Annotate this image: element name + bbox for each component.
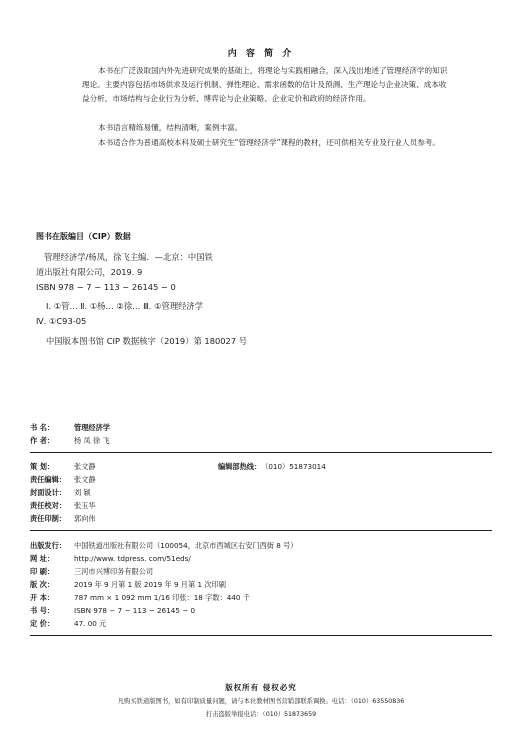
cip-line: 管理经济学/杨凤，徐飞主编．—北京：中国铁 [44,252,213,262]
price-row [30,619,106,629]
summary-paragraph: 本书在广泛汲取国内外先进研究成果的基础上，将理论与实践相融合，深入浅出地述了管理经济学的知识理论。主要内容包括市场供求及运行机制、弹性理论、需求函数的估计及预测、生产理论与企业决策、成本收益分析，市场结构与企业行为分析、博弈论与企业策略、企业定价和政府的经济作用。 [82,66,448,103]
book-author-value: 杨 凤 徐 飞 [74,436,110,445]
print-manager-value: 郭向伟 [74,514,96,523]
copyright-notice: 凡购买铁道版图书，如有印制质量问题，请与本社教材图书营销部联系调换。电话：（010）63550836 [117,698,405,705]
print-manager-label: 责任印制： [30,514,66,523]
summary-paragraph: 本书适合作为普通高校本科及硕士研究生“管理经济学”课程的教材，还可供相关专业及行业人员参考。 [98,138,440,147]
edition-label: 版 次： [30,580,55,589]
cover-row [30,488,91,498]
proof-row [30,501,96,511]
isbn-label: 书 号： [30,606,55,615]
book-name-value: 管理经济学 [74,423,110,432]
publisher-value: 中国铁道出版社有限公司（100054，北京市西城区右安门西街 8 号） [74,541,298,550]
divider [30,530,492,531]
printer-value: 三河市兴博印务有限公司 [74,567,154,576]
cover-value: 刘 颖 [74,488,91,497]
format-label: 开 本： [30,593,55,602]
proof-label: 责任校对： [30,501,66,510]
cip-line: ISBN 978 − 7 − 113 − 26145 − 0 [36,282,176,292]
hotline-row [218,462,326,472]
cover-label: 封面设计： [30,488,66,497]
piracy-hotline: 打击盗版举报电话：（010）51873659 [205,711,317,718]
edition-value: 2019 年 9 月第 1 版 2019 年 9 月第 1 次印刷 [74,580,226,589]
proof-value: 张玉华 [74,501,96,510]
price-label: 定 价： [30,619,55,628]
hotline-label: 编辑部热线： [218,462,262,471]
cip-line: Ⅰ. ①管… Ⅱ. ①杨… ②徐… Ⅲ. ①管理经济学 [46,301,204,311]
divider [30,635,492,636]
editor-label: 责任编辑： [30,475,66,484]
planner-row [30,462,96,472]
book-name-row [30,423,110,433]
cip-line: Ⅳ. ①C93-05 [36,316,87,326]
planner-value: 张文静 [74,462,96,471]
url-row [30,554,191,564]
book-author-label: 作 者： [30,436,55,445]
isbn-row [30,606,195,616]
summary-title: 内 容 简 介 [227,49,295,59]
divider [30,452,492,453]
summary-paragraph: 本书语言精练易懂，结构清晰，案例丰富。 [98,123,243,132]
planner-label: 策 划： [30,462,55,471]
editor-row [30,475,96,485]
publisher-label: 出版发行： [30,541,66,550]
printer-row [30,567,153,577]
price-value: 47. 00 元 [74,619,107,628]
url-value: http://www. tdpress. com/51eds/ [74,554,191,563]
book-author-row [30,436,110,446]
printer-label: 印 刷： [30,567,55,576]
cip-line: 道出版社有限公司，2019. 9 [36,267,143,277]
publisher-row [30,541,297,551]
editor-value: 张文静 [74,475,96,484]
isbn-value: ISBN 978 − 7 − 113 − 26145 − 0 [74,606,196,615]
format-value: 787 mm × 1 092 mm 1/16 印张：18 字数：440 千 [74,593,250,602]
cip-heading: 图书在版编目（CIP）数据 [36,232,131,241]
book-name-label: 书 名： [30,423,55,432]
print-manager-row [30,514,96,524]
cip-number: 中国版本图书馆 CIP 数据核字（2019）第 180027 号 [46,336,248,346]
edition-row [30,580,226,590]
url-label: 网 址： [30,554,55,563]
copyright-title: 版权所有 侵权必究 [225,683,297,692]
format-row [30,593,250,603]
hotline-value: （010）51873014 [261,462,326,471]
